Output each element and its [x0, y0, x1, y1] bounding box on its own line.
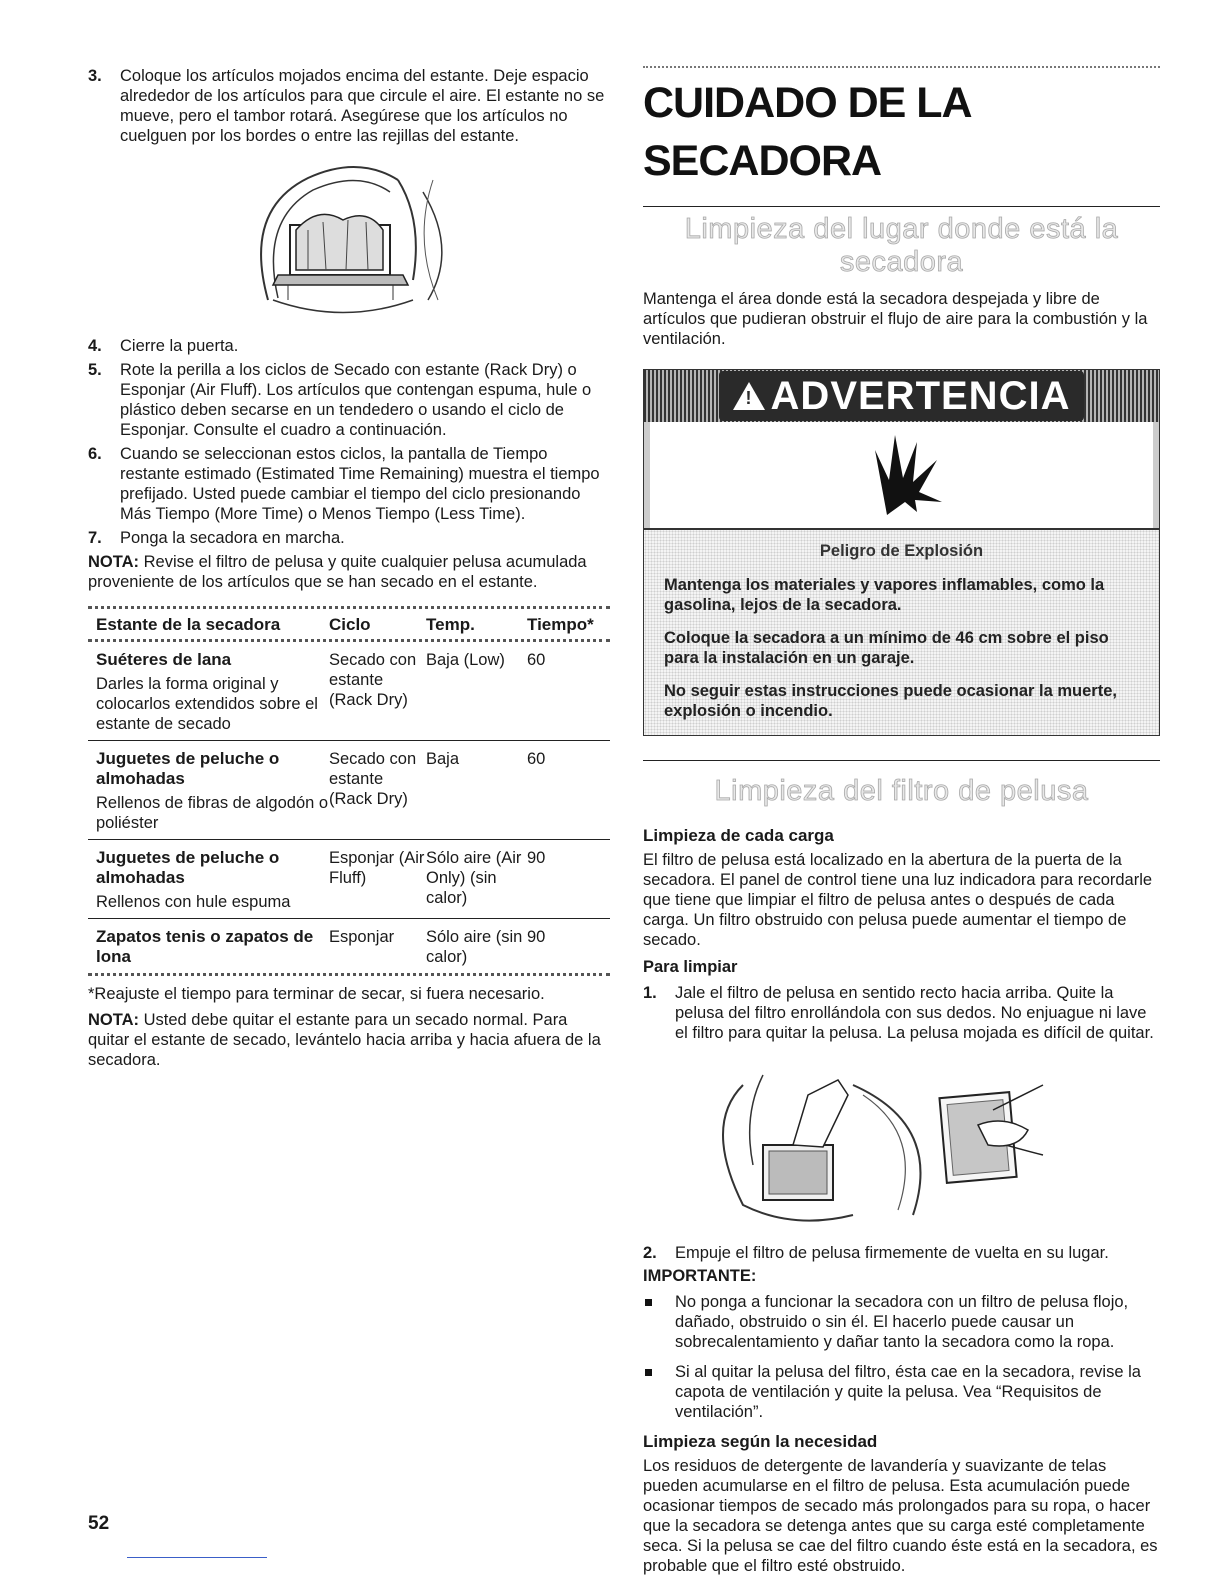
time-cell: 60: [527, 750, 546, 768]
note-1: [88, 552, 610, 592]
step-text: Rote la perilla a los ciclos de Secado con estante (Rack Dry) o Esponjar (Air Fluff). Los artículos que contengan espuma, hule o plástico deben secarse en un tendedero o usando el ciclo de Esponjar. Consulte el cuadro a continuación.: [120, 361, 592, 439]
note-text: Usted debe quitar el estante para un secado normal. Para quitar el estante de secado, levántelo hacia arriba y hacia afuera de la secadora.: [88, 1011, 601, 1069]
list-item: No ponga a funcionar la secadora con un filtro de pelusa flojo, dañado, obstruido o sin él. El hacerlo puede causar un sobrecalentamiento y dañar tanto la secadora como la ropa.: [643, 1292, 1160, 1352]
subheading-to-clean: Para limpiar: [643, 958, 738, 976]
step-text: Cuando se seleccionan estos ciclos, la pantalla de Tiempo restante estimado (Estimated Time Remaining) muestra el tiempo prefijado. Usted puede cambiar el tiempo del ciclo presionando Más Tiempo (More Time) o Menos Tiempo (Less Time).: [120, 445, 600, 523]
explosion-icon: [857, 430, 947, 520]
step-4: [88, 336, 610, 356]
step-6: [88, 444, 610, 524]
cycle-cell: Esponjar (Air Fluff): [329, 849, 425, 887]
step-3: [88, 66, 610, 146]
step-text: Ponga la secadora en marcha.: [120, 529, 345, 547]
step-number: 6.: [88, 445, 102, 463]
item-title: Juguetes de peluche o almohadas: [96, 848, 280, 887]
step-7: [88, 528, 610, 548]
time-cell: 90: [527, 849, 546, 867]
bottom-link-underline[interactable]: [127, 1557, 267, 1558]
section-divider: [643, 206, 1160, 207]
note-2: [88, 1010, 610, 1070]
step-number: 3.: [88, 67, 102, 85]
item-desc: Rellenos con hule espuma: [96, 893, 291, 911]
subheading-each-load: Limpieza de cada carga: [643, 826, 834, 845]
warning-title: Peligro de Explosión: [819, 542, 984, 560]
warning-text-area: [644, 528, 1159, 735]
table-header: [88, 609, 610, 642]
temp-cell: Sólo aire (Air Only) (sin calor): [426, 849, 522, 907]
cycle-cell: Secado con estante (Rack Dry): [329, 750, 417, 808]
time-cell: 60: [527, 651, 546, 669]
temp-cell: Sólo aire (sin calor): [426, 928, 523, 966]
bullet-icon: [645, 1369, 652, 1376]
warning-line: No seguir estas instrucciones puede ocasionar la muerte, explosión o incendio.: [664, 682, 1117, 720]
warning-line: Coloque la secadora a un mínimo de 46 cm sobre el piso para la instalación en un garaje.: [664, 629, 1109, 667]
step-number: 2.: [643, 1244, 657, 1262]
time-cell: 90: [527, 928, 546, 946]
step-number: 4.: [88, 337, 102, 355]
note-label: NOTA:: [88, 1011, 140, 1029]
table-row: [88, 642, 610, 741]
section-heading-area-cleaning: Limpieza del lugar donde está la secadora: [684, 213, 1119, 278]
bullet-icon: [645, 1299, 652, 1306]
important-list: [643, 1292, 1160, 1422]
each-load-paragraph: El filtro de pelusa está localizado en la abertura de la puerta de la secadora. El panel de control tiene una luz indicadora para recordarle que tiene que limpiar el filtro de pelusa antes o después de cada carga. Un filtro obstruido con pelusa puede aumentar el tiempo de secado.: [643, 851, 1153, 949]
warning-icon-area: [644, 422, 1159, 528]
warning-line: Mantenga los materiales y vapores inflamables, como la gasolina, lejos de la secadora.: [664, 576, 1105, 614]
page-number: 52: [88, 1513, 110, 1534]
warning-box: [643, 369, 1160, 736]
as-needed-paragraph: Los residuos de detergente de lavandería y suavizante de telas pueden acumularse en el filtro de pelusa. Esta acumulación puede ocasionar tiempos de secado más prolongados para su ropa, o hacer que la secadora se detenga antes que su carga esté completamente seca. Si la pelusa se cae del filtro cuando éste está en la secadora, es probable que el filtro esté obstruido.: [643, 1457, 1158, 1575]
header-cell: Tiempo*: [527, 615, 594, 634]
cycle-cell: Esponjar: [329, 928, 395, 946]
cycle-cell: Secado con estante (Rack Dry): [329, 651, 417, 709]
clean-step-1: [643, 983, 1160, 1043]
list-item: Si al quitar la pelusa del filtro, ésta cae en la secadora, revise la capota de ventilación y quite la pelusa. Vea “Requisitos de ventilación”.: [643, 1362, 1160, 1422]
rack-dry-table: [88, 606, 610, 976]
step-text: Jale el filtro de pelusa en sentido recto hacia arriba. Quite la pelusa del filtro enrollándola con sus dedos. No enjuague ni lave el filtro para quitar la pelusa. La pelusa mojada es difícil de quitar.: [675, 984, 1154, 1042]
dryer-rack-illustration: [88, 150, 610, 330]
step-text: Empuje el filtro de pelusa firmemente de vuelta en su lugar.: [675, 1244, 1109, 1262]
table-row: [88, 919, 610, 976]
item-title: Juguetes de peluche o almohadas: [96, 749, 280, 788]
item-desc: Darles la forma original y colocarlos extendidos sobre el estante de secado: [96, 675, 318, 733]
note-text: Revise el filtro de pelusa y quite cualquier pelusa acumulada proveniente de los artículos que se han secado en el estante.: [88, 553, 587, 591]
right-column: [643, 66, 1160, 1576]
header-cell: Ciclo: [329, 615, 371, 634]
temp-cell: Baja (Low): [426, 651, 505, 669]
step-number: 7.: [88, 529, 102, 547]
lint-filter-illustration: [643, 1055, 1160, 1233]
warning-banner-text: ADVERTENCIA: [770, 373, 1071, 418]
clean-step-2: [643, 1243, 1160, 1263]
table-row: [88, 840, 610, 919]
step-5: [88, 360, 610, 440]
temp-cell: Baja: [426, 750, 460, 768]
step-text: Coloque los artículos mojados encima del estante. Deje espacio alrededor de los artículos para que circule el aire. El estante no se mueve, pero el tambor rotará. Asegúrese que los artículos no cuelguen por los bordes o entre las rejillas del estante.: [120, 67, 605, 145]
subheading-as-needed: Limpieza según la necesidad: [643, 1432, 878, 1451]
area-paragraph: Mantenga el área donde está la secadora despejada y libre de artículos que pudieran obstruir el flujo de aire para la combustión y la ventilación.: [643, 290, 1148, 348]
page-title: CUIDADO DE LA SECADORA: [643, 79, 971, 185]
header-cell: Estante de la secadora: [96, 615, 281, 634]
step-number: 5.: [88, 361, 102, 379]
warning-triangle-icon: !: [733, 382, 765, 410]
note-label: NOTA:: [88, 553, 140, 571]
top-divider: [643, 66, 1160, 68]
footnote: *Reajuste el tiempo para terminar de secar, si fuera necesario.: [88, 985, 545, 1003]
item-desc: Rellenos de fibras de algodón o poliéster: [96, 794, 329, 832]
important-label: IMPORTANTE:: [643, 1267, 757, 1285]
table-row: [88, 741, 610, 840]
header-cell: Temp.: [426, 615, 475, 634]
warning-banner: [644, 370, 1159, 422]
step-number: 1.: [643, 984, 657, 1002]
section-heading-lint-filter: Limpieza del filtro de pelusa: [714, 775, 1089, 807]
item-title: Suéteres de lana: [96, 650, 232, 669]
step-text: Cierre la puerta.: [120, 337, 239, 355]
section-divider: [643, 760, 1160, 761]
left-column: [88, 66, 610, 1070]
item-title: Zapatos tenis o zapatos de lona: [96, 927, 314, 966]
